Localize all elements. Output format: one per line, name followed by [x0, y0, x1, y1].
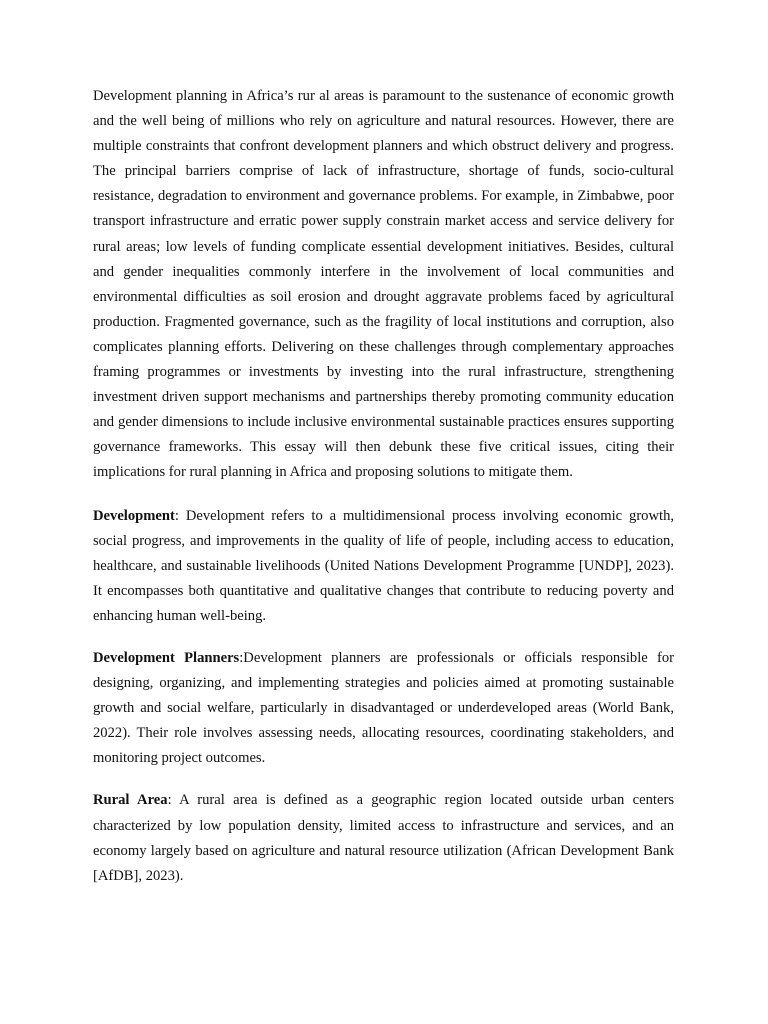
definition-text: A rural area is defined as a geographic region located outside urban centers characterized by low population density, limited access to infrastructure and services, and an economy largely based on agriculture and natural resource utilization (African Development Bank [AfDB], 2023). — [93, 792, 674, 884]
definition-term: Development Planners — [93, 649, 240, 666]
document-page — [93, 84, 674, 906]
definition-term: Rural Area — [93, 792, 168, 809]
intro-paragraph: Development planning in Africa’s rur al areas is paramount to the sustenance of economic growth and the well being of millions who rely on agriculture and natural resources. However, there are multiple constraints that confront development planners and which obstruct delivery and progress. The principal barriers comprise of lack of infrastructure, shortage of funds, socio-cultural resistance, degradation to environment and governance problems. For example, in Zimbabwe, poor transport infrastructure and erratic power supply constrain market access and service delivery for rural areas; low levels of funding complicate essential development initiatives. Besides, cultural and gender inequalities commonly interfere in the involvement of local communities and environmental difficulties as soil erosion and drought aggravate problems faced by agricultural production. Fragmented governance, such as the fragility of local institutions and corruption, also complicates planning efforts. Delivering on these challenges through complementary approaches framing programmes or investments by investing into the rural infrastructure, strengthening investment driven support mechanisms and partnerships thereby promoting community education and gender dimensions to include inclusive environmental sustainable practices ensures supporting governance frameworks. This essay will then debunk these five critical issues, citing their implications for rural planning in Africa and proposing solutions to mitigate them. — [93, 88, 674, 481]
definition-term: Development — [93, 507, 175, 524]
definition-separator: : — [167, 792, 180, 809]
definition-separator: : — [239, 649, 244, 666]
definition-separator: : — [174, 507, 186, 524]
definition-development-planners — [93, 646, 674, 771]
definition-rural-area — [93, 788, 674, 888]
definition-development — [93, 504, 674, 629]
definition-text: Development refers to a multidimensional process involving economic growth, social progress, and improvements in the quality of life of people, including access to education, healthcare, and sustainable livelihoods (United Nations Development Programme [UNDP], 2023). It encompasses both quantitative and qualitative changes that contribute to reducing poverty and enhancing human well-being. — [93, 507, 675, 624]
definition-text: Development planners are professionals or officials responsible for designing, organizing, and implementing strategies and policies aimed at promoting sustainable growth and social welfare, particularly in disadvantaged or underdeveloped areas (World Bank, 2022). Their role involves assessing needs, allocating resources, coordinating stakeholders, and monitoring project outcomes. — [93, 649, 674, 767]
